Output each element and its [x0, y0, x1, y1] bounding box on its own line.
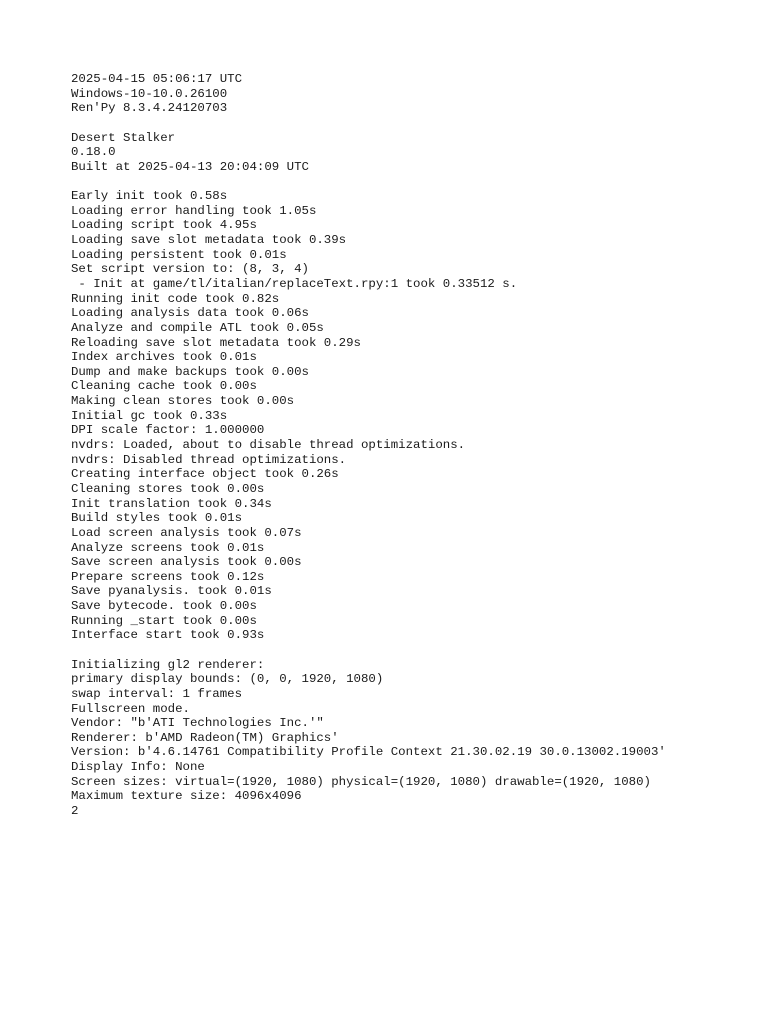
startup-log-line: Prepare screens took 0.12s: [71, 569, 265, 584]
startup-log-line: Load screen analysis took 0.07s: [71, 525, 302, 540]
renderer-log-line: Version: b'4.6.14761 Compatibility Profile Context 21.30.02.19 30.0.13002.19003': [71, 745, 666, 760]
game-info-block: [71, 131, 761, 175]
startup-log-line: Loading save slot metadata took 0.39s: [71, 233, 347, 248]
startup-log-line: Analyze screens took 0.01s: [71, 540, 265, 555]
startup-log-line: Cleaning cache took 0.00s: [71, 379, 257, 394]
startup-log-line: Initial gc took 0.33s: [71, 408, 228, 423]
renderer-log-block: [71, 658, 761, 819]
renderer-log-line: 2: [71, 804, 79, 819]
startup-log-line: Loading script took 4.95s: [71, 218, 257, 233]
timestamp-line: 2025-04-15 05:06:17 UTC: [71, 72, 243, 86]
startup-log-line: Loading error handling took 1.05s: [71, 203, 317, 218]
startup-log-line: Cleaning stores took 0.00s: [71, 481, 265, 496]
startup-log-line: Interface start took 0.93s: [71, 628, 265, 643]
startup-log-line: Running _start took 0.00s: [71, 613, 257, 628]
game-name-line: Desert Stalker: [71, 130, 176, 145]
header-block: [71, 72, 761, 116]
startup-log-block: [71, 189, 761, 643]
startup-log-line: Early init took 0.58s: [71, 189, 228, 204]
startup-log-line: - Init at game/tl/italian/replaceText.rpy:1 took 0.33512 s.: [71, 276, 518, 291]
startup-log-line: DPI scale factor: 1.000000: [71, 423, 265, 438]
renderer-log-line: Renderer: b'AMD Radeon(TM) Graphics': [71, 730, 339, 745]
blank-line: [71, 643, 761, 658]
renderer-log-line: Fullscreen mode.: [71, 701, 190, 716]
startup-log-line: Build styles took 0.01s: [71, 511, 243, 526]
startup-log-line: Set script version to: (8, 3, 4): [71, 262, 309, 277]
startup-log-line: Running init code took 0.82s: [71, 291, 280, 306]
blank-line: [71, 174, 761, 189]
startup-log-line: Dump and make backups took 0.00s: [71, 364, 309, 379]
platform-line: Windows-10-10.0.26100: [71, 86, 228, 101]
blank-line: [71, 116, 761, 131]
startup-log-line: nvdrs: Loaded, about to disable thread optimizations.: [71, 438, 466, 453]
startup-log-line: Loading persistent took 0.01s: [71, 247, 287, 262]
startup-log-line: Save pyanalysis. took 0.01s: [71, 584, 272, 599]
renderer-log-line: swap interval: 1 frames: [71, 686, 243, 701]
renderer-log-line: Maximum texture size: 4096x4096: [71, 789, 302, 804]
renpy-version-line: Ren'Py 8.3.4.24120703: [71, 101, 228, 116]
startup-log-line: Save bytecode. took 0.00s: [71, 599, 257, 614]
renderer-log-line: primary display bounds: (0, 0, 1920, 1080): [71, 672, 384, 687]
build-date-line: Built at 2025-04-13 20:04:09 UTC: [71, 159, 309, 174]
renderer-log-line: Screen sizes: virtual=(1920, 1080) physical=(1920, 1080) drawable=(1920, 1080): [71, 774, 651, 789]
startup-log-line: Save screen analysis took 0.00s: [71, 555, 302, 570]
startup-log-line: Loading analysis data took 0.06s: [71, 306, 309, 321]
renderer-log-line: Display Info: None: [71, 760, 205, 775]
game-version-line: 0.18.0: [71, 145, 116, 160]
startup-log-line: Init translation took 0.34s: [71, 496, 272, 511]
startup-log-line: Reloading save slot metadata took 0.29s: [71, 335, 361, 350]
startup-log-line: Making clean stores took 0.00s: [71, 394, 295, 409]
startup-log-line: Index archives took 0.01s: [71, 350, 257, 365]
renderer-log-line: Initializing gl2 renderer:: [71, 657, 265, 672]
renderer-log-line: Vendor: "b'ATI Technologies Inc.'": [71, 716, 324, 731]
startup-log-line: Analyze and compile ATL took 0.05s: [71, 320, 324, 335]
startup-log-line: nvdrs: Disabled thread optimizations.: [71, 452, 347, 467]
log-document: [71, 72, 761, 819]
startup-log-line: Creating interface object took 0.26s: [71, 467, 339, 482]
